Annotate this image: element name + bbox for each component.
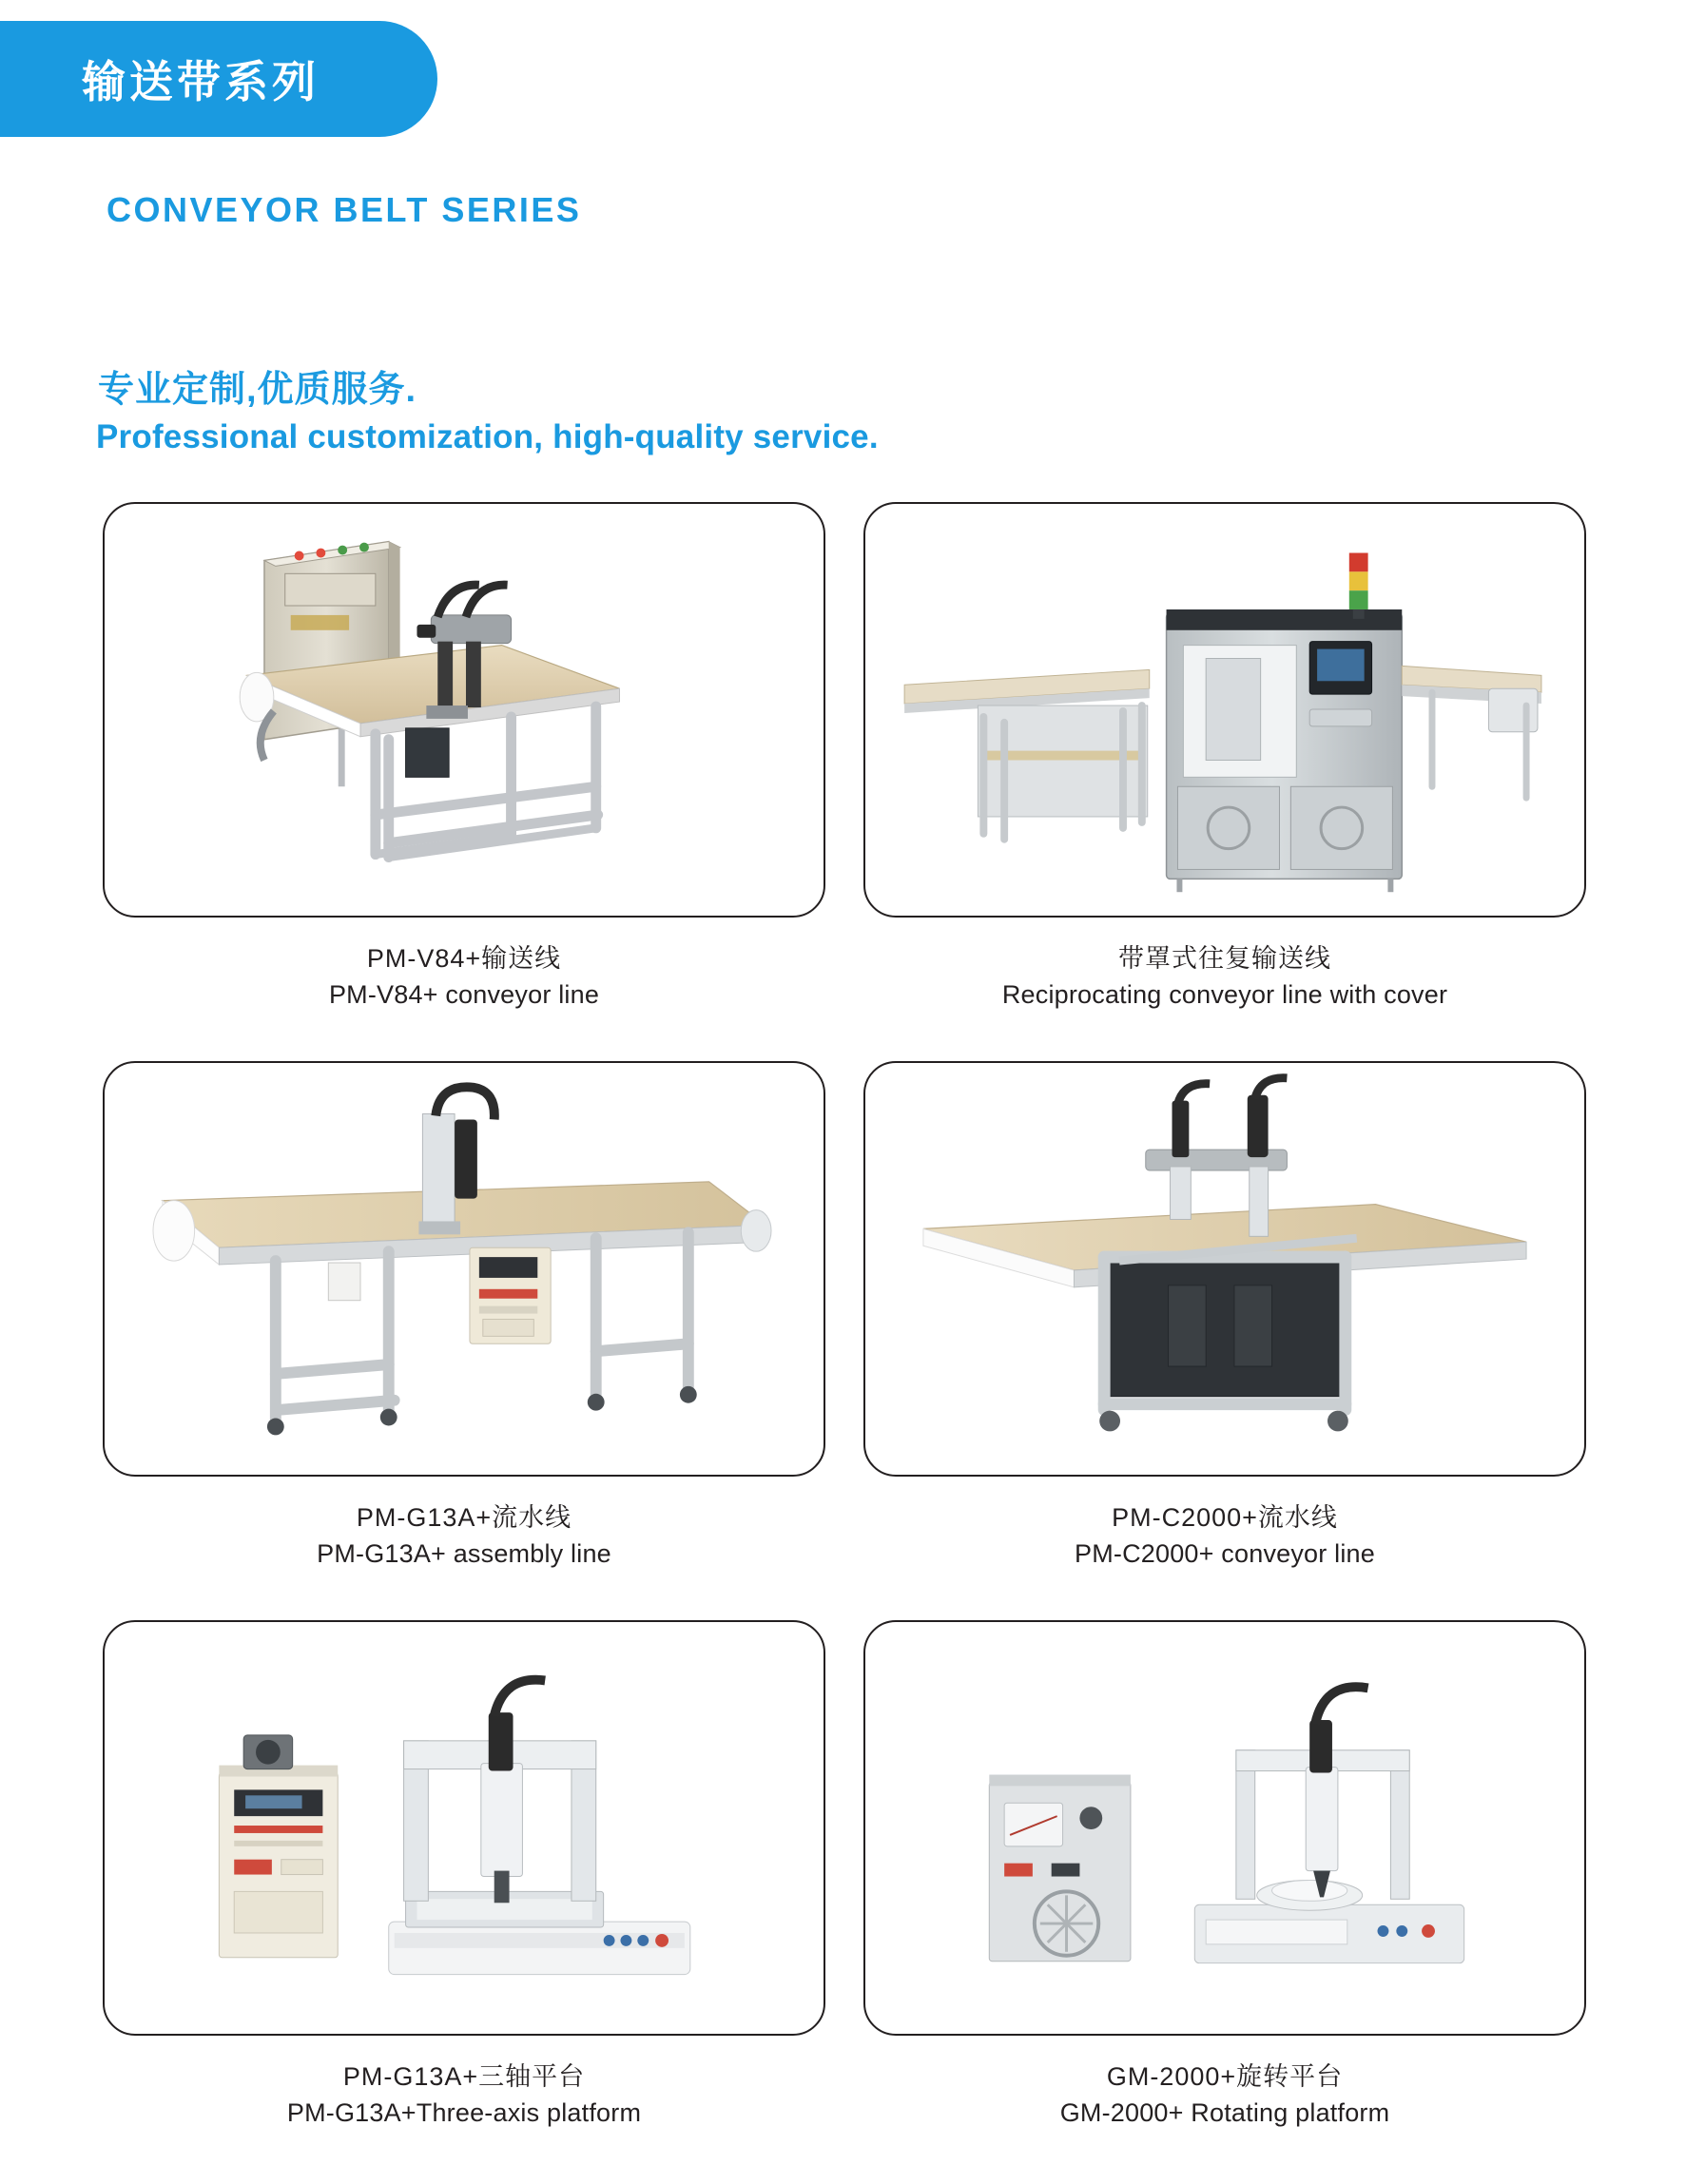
product-name-en: GM-2000+ Rotating platform (1059, 2098, 1390, 2128)
product-name-cn: 带罩式往复输送线 (1117, 944, 1331, 973)
product-caption (1002, 940, 1447, 1014)
product-card (844, 502, 1605, 1061)
product-photo-rotating-platform-with-generator (863, 1620, 1586, 2036)
product-name-cn: GM-2000+旋转平台 (1106, 2062, 1344, 2091)
product-card (84, 1061, 844, 1620)
product-name-en: Reciprocating conveyor line with cover (1001, 980, 1448, 1010)
product-photo-enclosed-reciprocating-conveyor-line (863, 502, 1586, 918)
product-name-cn: PM-G13A+流水线 (356, 1503, 572, 1532)
product-name-cn: PM-V84+输送线 (366, 944, 562, 973)
product-caption (1060, 2058, 1390, 2132)
product-photo-three-axis-platform-with-generator (103, 1620, 825, 2036)
tagline-en: Professional customization, high-quality service. (96, 418, 879, 455)
product-caption (329, 940, 599, 1014)
product-caption (317, 1499, 611, 1573)
product-card (844, 1620, 1605, 2179)
product-name-en: PM-V84+ conveyor line (328, 980, 600, 1010)
product-photo-dual-nozzle-conveyor-line (863, 1061, 1586, 1477)
product-caption (1075, 1499, 1375, 1573)
product-grid (84, 502, 1605, 2179)
product-name-en: PM-C2000+ conveyor line (1074, 1539, 1375, 1569)
product-caption (287, 2058, 641, 2132)
product-name-en: PM-G13A+ assembly line (317, 1539, 611, 1569)
product-card (84, 502, 844, 1061)
product-card (84, 1620, 844, 2179)
product-card (844, 1061, 1605, 1620)
product-photo-single-nozzle-conveyor-assembly-line (103, 1061, 825, 1477)
banner-title-cn: 输送带系列 (82, 57, 320, 106)
series-title-en: CONVEYOR BELT SERIES (107, 190, 582, 229)
series-banner (0, 21, 437, 137)
product-photo-plasma-treatment-machine-with-conveyor (103, 502, 825, 918)
product-name-cn: PM-G13A+三轴平台 (342, 2062, 586, 2091)
product-name-en: PM-G13A+Three-axis platform (286, 2098, 642, 2128)
tagline-cn: 专业定制,优质服务. (98, 370, 417, 410)
product-name-cn: PM-C2000+流水线 (1112, 1503, 1338, 1532)
